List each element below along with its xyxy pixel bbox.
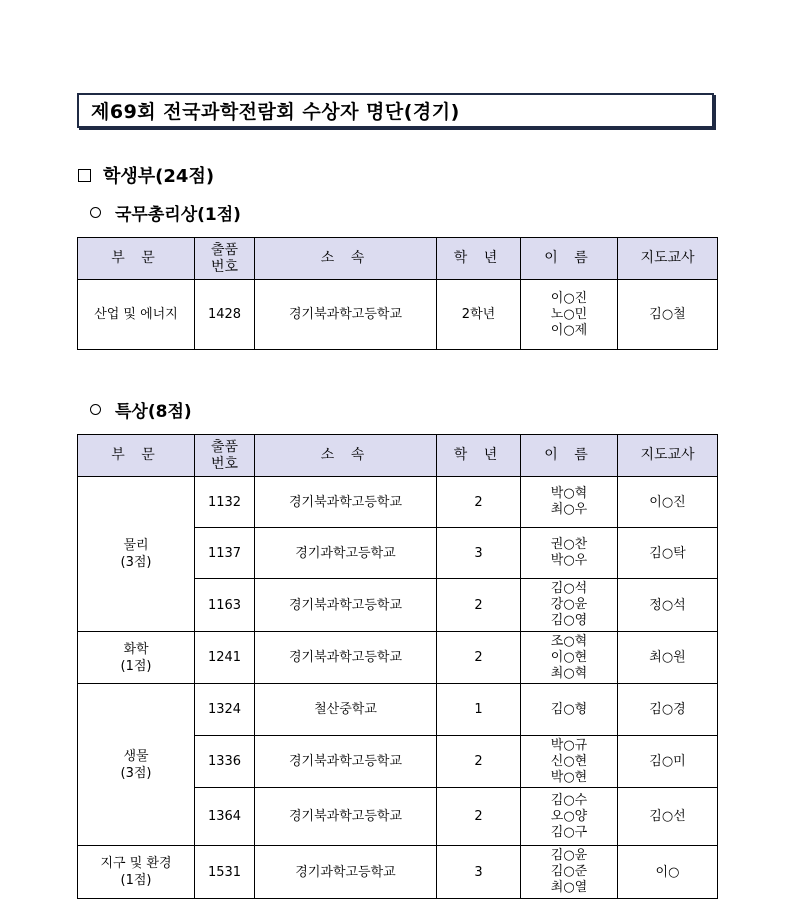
cell-grade: 2 [437, 788, 521, 846]
circle-bullet-icon [90, 404, 101, 415]
cell-entry-no: 1336 [195, 736, 255, 788]
cell-category-earth: 지구 및 환경 (1점) [78, 846, 195, 899]
cell-advisor: 정○석 [618, 579, 718, 632]
cell-category-biology: 생물 (3점) [78, 684, 195, 846]
cell-advisor: 최○원 [618, 632, 718, 684]
cell-entry-no: 1163 [195, 579, 255, 632]
header-category: 부 문 [78, 435, 195, 477]
award-heading-prime-minister [90, 200, 241, 225]
header-school: 소 속 [255, 238, 437, 280]
header-advisor: 지도교사 [618, 238, 718, 280]
cell-school: 경기북과학고등학교 [255, 632, 437, 684]
square-bullet-icon [78, 169, 91, 182]
header-grade: 학 년 [437, 238, 521, 280]
cell-school: 경기북과학고등학교 [255, 280, 437, 350]
award-heading-special [90, 397, 192, 422]
cell-grade: 2 [437, 477, 521, 528]
cell-names: 박○혁 최○우 [521, 477, 618, 528]
cell-entry-no: 1132 [195, 477, 255, 528]
header-entry-no: 출품 번호 [195, 238, 255, 280]
cell-advisor: 김○철 [618, 280, 718, 350]
cell-entry-no: 1241 [195, 632, 255, 684]
header-entry-no: 출품 번호 [195, 435, 255, 477]
prime-minister-award-table [77, 237, 718, 350]
cell-entry-no: 1137 [195, 528, 255, 579]
cell-advisor: 김○미 [618, 736, 718, 788]
cell-entry-no: 1428 [195, 280, 255, 350]
circle-bullet-icon [90, 207, 101, 218]
cell-school: 경기과학고등학교 [255, 846, 437, 899]
section-heading [78, 162, 214, 188]
cell-school: 경기북과학고등학교 [255, 736, 437, 788]
document-title-text: 제69회 전국과학전람회 수상자 명단(경기) [91, 101, 460, 123]
cell-names: 김○윤 김○준 최○열 [521, 846, 618, 899]
cell-school: 경기과학고등학교 [255, 528, 437, 579]
cell-advisor: 김○탁 [618, 528, 718, 579]
cell-entry-no: 1324 [195, 684, 255, 736]
cell-advisor: 김○선 [618, 788, 718, 846]
cell-school: 경기북과학고등학교 [255, 579, 437, 632]
special-award-table [77, 434, 718, 899]
cell-grade: 2 [437, 632, 521, 684]
cell-names: 김○수 오○양 김○구 [521, 788, 618, 846]
table-row [78, 477, 718, 528]
table-header-row [78, 435, 718, 477]
cell-school: 철산중학교 [255, 684, 437, 736]
cell-school: 경기북과학고등학교 [255, 788, 437, 846]
table-header-row [78, 238, 718, 280]
cell-grade: 2 [437, 579, 521, 632]
cell-school: 경기북과학고등학교 [255, 477, 437, 528]
cell-category-chemistry: 화학 (1점) [78, 632, 195, 684]
cell-entry-no: 1364 [195, 788, 255, 846]
cell-category: 산업 및 에너지 [78, 280, 195, 350]
table-row [78, 632, 718, 684]
cell-grade: 2학년 [437, 280, 521, 350]
award-heading-text: 특상(8점) [115, 402, 192, 422]
header-grade: 학 년 [437, 435, 521, 477]
cell-names: 이○진 노○민 이○제 [521, 280, 618, 350]
cell-advisor: 김○경 [618, 684, 718, 736]
header-name: 이 름 [521, 238, 618, 280]
cell-names: 박○규 신○현 박○현 [521, 736, 618, 788]
cell-category-physics: 물리 (3점) [78, 477, 195, 632]
cell-grade: 3 [437, 846, 521, 899]
header-name: 이 름 [521, 435, 618, 477]
table-row [78, 846, 718, 899]
cell-names: 조○혁 이○현 최○혁 [521, 632, 618, 684]
cell-names: 김○석 강○윤 김○영 [521, 579, 618, 632]
table-row [78, 280, 718, 350]
cell-grade: 2 [437, 736, 521, 788]
cell-names: 권○찬 박○우 [521, 528, 618, 579]
cell-names: 김○형 [521, 684, 618, 736]
cell-grade: 3 [437, 528, 521, 579]
table-row [78, 684, 718, 736]
section-heading-text: 학생부(24점) [103, 166, 215, 187]
cell-entry-no: 1531 [195, 846, 255, 899]
document-title [77, 93, 714, 128]
header-category: 부 문 [78, 238, 195, 280]
cell-advisor: 이○진 [618, 477, 718, 528]
cell-advisor: 이○ [618, 846, 718, 899]
header-advisor: 지도교사 [618, 435, 718, 477]
header-school: 소 속 [255, 435, 437, 477]
cell-grade: 1 [437, 684, 521, 736]
award-heading-text: 국무총리상(1점) [115, 205, 241, 225]
